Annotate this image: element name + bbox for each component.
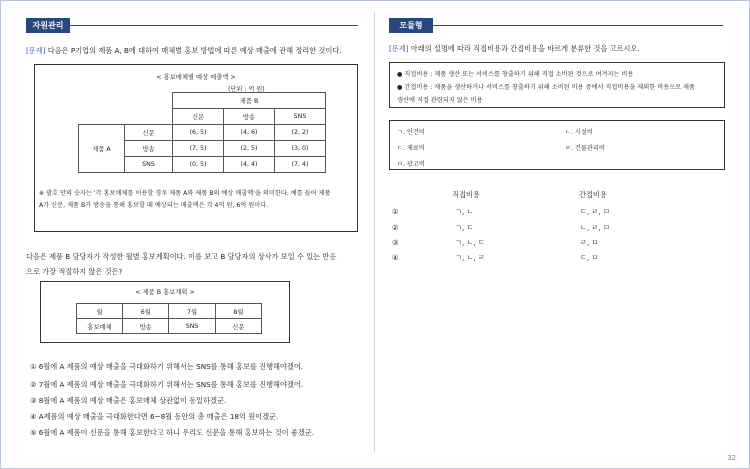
def-indirect: ● 간접비용 : 제품을 생산하거나 서비스를 창출하기 위해 소비된 비용 중에서 직접비용을 제외한 비용으로 제품 [397, 84, 696, 91]
left-header-rule [26, 25, 358, 26]
sub-question-line: 다음은 제품 B 담당자가 작성한 월별 홍보계획이다. 이를 보고 B 담당자의 상사가 보일 수 있는 반응 [26, 252, 337, 261]
question-text [26, 44, 342, 57]
answer-option-4[interactable]: ④ A제품의 예상 매출을 극대화한다면 6~8월 동안의 총 매출은 18억 원이겠군. [30, 412, 279, 421]
item-b: ㄴ. 시설비 [565, 129, 593, 136]
section-label-resource: 자원관리 [26, 18, 70, 33]
table1-row-header: 방송 [124, 141, 172, 157]
table1-col-header: 신문 [173, 109, 224, 125]
answer-choice-2-indirect: ㄴ, ㄹ, ㅁ [580, 223, 610, 232]
def-direct: ● 직접비용 : 제품 생산 또는 서비스를 창출하기 위해 직접 소비된 것으로 여겨지는 비용 [397, 71, 634, 78]
table2-cell: 신문 [215, 319, 261, 334]
answer-header-indirect: 간접비용 [579, 190, 607, 199]
answer-choice-3-indirect: ㄹ, ㅁ [580, 238, 599, 247]
table2-header: 8월 [215, 304, 261, 319]
answer-header-direct: 직접비용 [452, 190, 480, 199]
table1-cell: (2, 2) [274, 125, 325, 141]
items-box [389, 120, 725, 170]
table1-cell: (7, 4) [274, 157, 325, 173]
table1-row-header: SNS [124, 157, 172, 173]
table1-title: < 홍보매체별 예상 매출액 > [156, 74, 236, 81]
item-a: ㄱ. 인건비 [397, 129, 425, 136]
table2-cell: 방송 [123, 319, 169, 334]
table1-cell: (4, 6) [224, 125, 275, 141]
section-label-module: 모듈형 [389, 18, 433, 33]
answer-choice-1-indirect: ㄷ, ㄹ, ㅁ [580, 207, 610, 216]
def-indirect-cont: 생산에 직접 관련되지 않은 비용 [397, 97, 483, 104]
table1-note [39, 188, 351, 212]
table1-cell: (7, 5) [173, 141, 224, 157]
item-d: ㄹ. 건물관리비 [565, 145, 605, 152]
answer-option-3[interactable]: ③ 8월에 A 제품의 예상 매출은 홍보매체 상관없이 동일하겠군. [30, 396, 227, 405]
question-body: 다음은 P기업의 제품 A, B에 대하여 매체별 홍보 방법에 따른 예상 매출에 관해 정리한 것이다. [45, 46, 342, 55]
table1-cell: (6, 5) [173, 125, 224, 141]
table2-header: 6월 [123, 304, 169, 319]
sales-table [78, 92, 326, 173]
item-e: ㅁ. 광고비 [397, 161, 425, 168]
answer-choice-4-indirect: ㄷ, ㅁ [580, 253, 599, 262]
table2-cell: SNS [169, 319, 215, 334]
answer-choice-4-num[interactable]: ④ [392, 253, 399, 262]
promo-plan-table [76, 303, 262, 334]
answer-choice-1-num[interactable]: ① [392, 207, 399, 216]
column-divider [374, 12, 375, 452]
item-c: ㄷ. 재료비 [397, 145, 425, 152]
answer-choice-2-num[interactable]: ② [392, 223, 399, 232]
answer-option-2[interactable]: ② 7월에 A 제품의 예상 매출을 극대화하기 위해서는 SNS를 통해 홍보를 진행해야겠어. [30, 380, 304, 389]
answer-choice-4-direct: ㄱ, ㄴ, ㄹ [455, 253, 485, 262]
table2-header: 월 [77, 304, 123, 319]
question-tag: [문제] [26, 46, 46, 55]
table2-title: < 제품 B 홍보계획 > [135, 289, 195, 296]
right-question-tag: [문제] [389, 44, 409, 53]
table1-cell: (3, 0) [274, 141, 325, 157]
table2-cell: 홍보매체 [77, 319, 123, 334]
right-question-body: 아래의 설명에 따라 직접비용과 간접비용을 바르게 분류한 것을 고르시오. [408, 44, 640, 53]
table1-cell: (0, 5) [173, 157, 224, 173]
table1-col-header: 방송 [224, 109, 275, 125]
table1-corner [79, 93, 173, 125]
right-header-rule [389, 25, 723, 26]
page-number: 32 [727, 454, 736, 462]
answer-option-5[interactable]: ⑤ 6월에 A 제품이 신문을 통해 홍보한다고 하니 우리도 신문을 통해 홍보하는 것이 좋겠군. [30, 428, 314, 437]
answer-choice-3-direct: ㄱ, ㄴ, ㄷ [455, 238, 485, 247]
sub-question [26, 249, 336, 279]
table1-col-header: SNS [274, 109, 325, 125]
answer-choice-2-direct: ㄱ, ㄷ [455, 223, 474, 232]
answer-choice-3-num[interactable]: ③ [392, 238, 399, 247]
table1-product-b: 제품 B [173, 93, 326, 109]
answer-choice-1-direct: ㄱ, ㄴ [455, 207, 474, 216]
answer-option-1[interactable]: ① 6월에 A 제품의 예상 매출을 극대화하기 위해서는 SNS를 통해 홍보를 진행해야겠어. [30, 362, 304, 371]
table1-product-a: 제품 A [79, 125, 125, 173]
sub-question-line: 으로 가장 적절하지 않은 것은? [26, 267, 123, 276]
table1-note-line: ※ 괄호 안의 숫자는 '각 홍보매체를 이용할 경우 제품 A와 제품 B의 예상 매출액'을 의미한다. 예를 들어 제품 [39, 190, 331, 197]
table1-cell: (4, 4) [224, 157, 275, 173]
table1-unit: (단위 : 억 원) [228, 86, 265, 93]
table1-row-header: 신문 [124, 125, 172, 141]
table2-header: 7월 [169, 304, 215, 319]
table1-cell: (2, 5) [224, 141, 275, 157]
right-question-text [389, 42, 640, 55]
table1-note-line: A가 신문, 제품 B가 방송을 통해 홍보할 때 예상되는 매출액은 각 4억 원, 6억 원이다. [39, 202, 269, 209]
